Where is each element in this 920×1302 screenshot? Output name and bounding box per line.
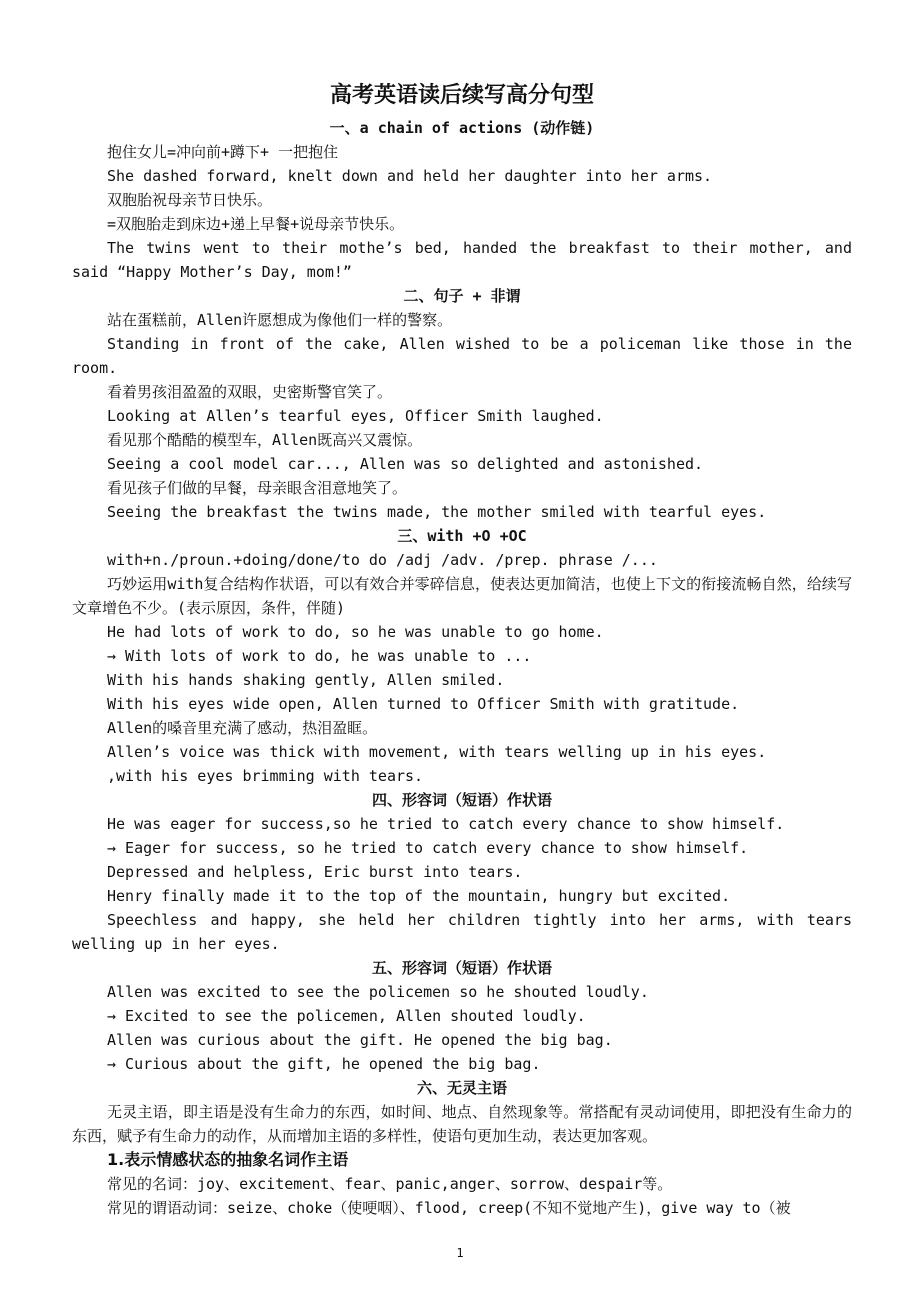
text-line: Depressed and helpless, Eric burst into tears. [107,863,523,881]
sections [72,116,852,1148]
text-line: → Eager for success, so he tried to catch every chance to show himself. [107,839,749,857]
document-page [72,80,852,1220]
subsection-heading: 1.表示情感状态的抽象名词作主语 [107,1150,349,1169]
section-heading: 二、句子 + 非谓 [403,287,521,305]
text-line: 巧妙运用with复合结构作状语，可以有效合并零碎信息，使表达更加简洁，也使上下文的衔接流畅自然，给续写文章增色不少。(表示原因，条件，伴随) [72,575,852,617]
text-line: Looking at Allen’s tearful eyes, Officer Smith laughed. [107,407,604,425]
text-line: =双胞胎走到床边+递上早餐+说母亲节快乐。 [107,215,405,233]
section-heading: 四、形容词（短语）作状语 [371,791,552,809]
text-line: Henry finally made it to the top of the mountain, hungry but excited. [107,887,731,905]
text-line: → Excited to see the policemen, Allen shouted loudly. [107,1007,586,1025]
text-line: ,with his eyes brimming with tears. [107,767,424,785]
text-line: He had lots of work to do, so he was unable to go home. [107,623,604,641]
section-heading: 一、a chain of actions (动作链) [329,119,595,137]
text-line: → Curious about the gift, he opened the big bag. [107,1055,541,1073]
text-line: 无灵主语，即主语是没有生命力的东西，如时间、地点、自然现象等。常搭配有灵动词使用，即把没有生命力的东西，赋予有生命力的动作，从而增加主语的多样性，使语句更加生动，表达更加客观。 [72,1103,852,1145]
document-title: 高考英语读后续写高分句型 [329,83,594,108]
text-line: 抱住女儿=冲向前+蹲下+ 一把抱住 [107,143,339,161]
text-line: With his eyes wide open, Allen turned to Officer Smith with gratitude. [107,695,740,713]
text-line: 站在蛋糕前，Allen许愿想成为像他们一样的警察。 [107,311,453,329]
text-line: Allen was curious about the gift. He opened the big bag. [107,1031,613,1049]
text-line: → With lots of work to do, he was unable to ... [107,647,532,665]
text-line: 常见的谓语动词：seize、choke（使哽咽）、flood, creep(不知不觉地产生)，give way to（被 [107,1199,791,1217]
text-line: 看见那个酷酷的模型车，Allen既高兴又震惊。 [107,431,423,449]
text-line: Speechless and happy, she held her children tightly into her arms, with tears welling up in her eyes. [72,911,852,953]
text-line: 常见的名词：joy、excitement、fear、panic,anger、sorrow、despair等。 [107,1175,673,1193]
text-line: She dashed forward, knelt down and held her daughter into her arms. [107,167,713,185]
section-heading: 五、形容词（短语）作状语 [371,959,552,977]
text-line: with+n./proun.+doing/done/to do /adj /adv. /prep. phrase /... [107,551,658,569]
text-line: He was eager for success,so he tried to catch every chance to show himself. [107,815,785,833]
text-line: 双胞胎祝母亲节日快乐。 [107,191,273,209]
text-line: The twins went to their mothe’s bed, handed the breakfast to their mother, and said “Happy Mother’s Day, mom!” [72,239,852,281]
text-line: Standing in front of the cake, Allen wished to be a policeman like those in the room. [72,335,852,377]
text-line: With his hands shaking gently, Allen smiled. [107,671,505,689]
subsection-body [72,1172,852,1220]
text-line: 看见孩子们做的早餐，母亲眼含泪意地笑了。 [107,479,408,497]
text-line: Allen的嗓音里充满了感动，热泪盈眶。 [107,719,378,737]
section-heading: 三、with +O +OC [397,527,527,545]
text-line: Seeing the breakfast the twins made, the mother smiled with tearful eyes. [107,503,767,521]
text-line: Seeing a cool model car..., Allen was so delighted and astonished. [107,455,704,473]
text-line: Allen was excited to see the policemen so he shouted loudly. [107,983,649,1001]
page-number: 1 [456,1246,464,1260]
text-line: 看着男孩泪盈盈的双眼，史密斯警官笑了。 [107,383,393,401]
text-line: Allen’s voice was thick with movement, with tears welling up in his eyes. [107,743,767,761]
section-heading: 六、无灵主语 [416,1079,507,1097]
